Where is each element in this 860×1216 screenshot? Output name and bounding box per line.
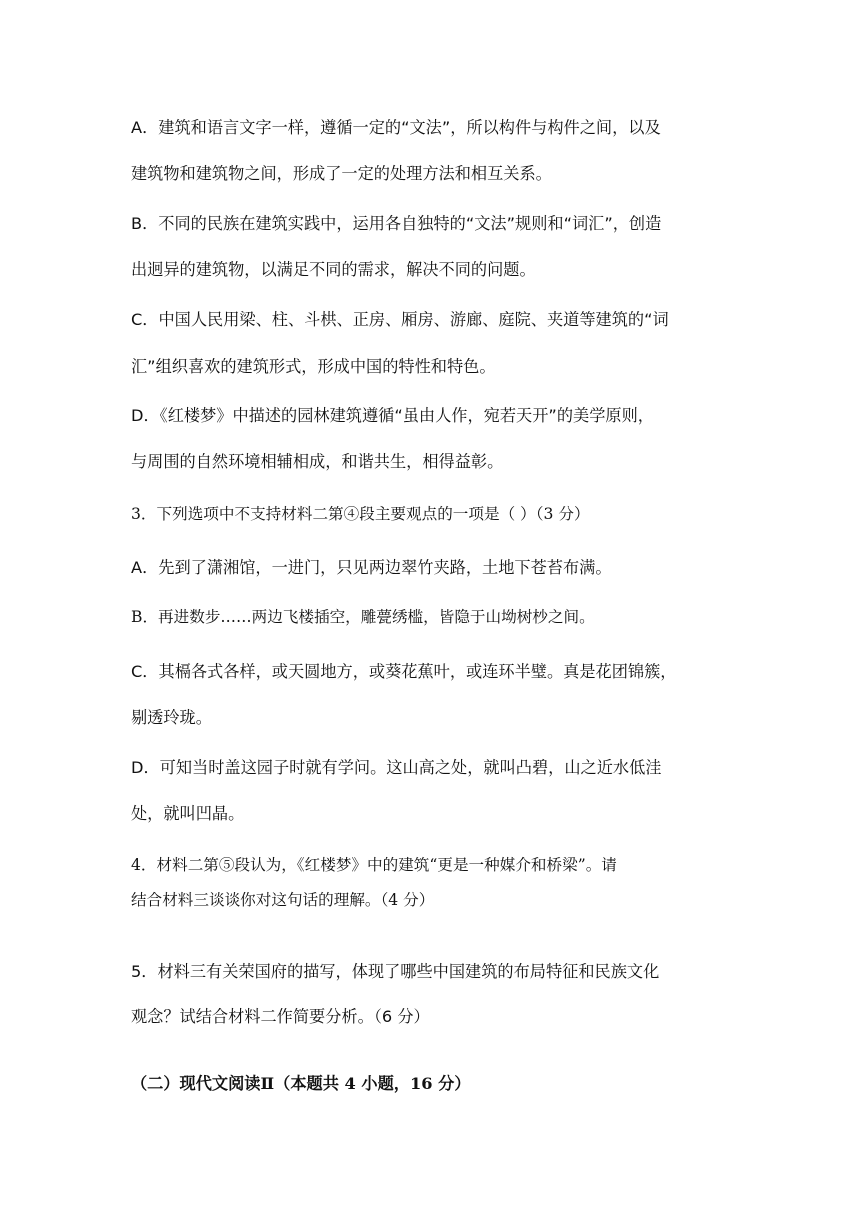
option-b-line-2: 出迥异的建筑物，以满足不同的需求，解决不同的问题。 [131, 260, 536, 279]
q3-option-d-line-1: D．可知当时盖这园子时就有学问。这山高之处，就叫凸碧，山之近水低洼 [131, 758, 662, 777]
option-d-line-1: D．《红楼梦》中描述的园林建筑遵循“虽由人作，宛若天开”的美学原则， [131, 406, 654, 425]
question-5-line-2: 观念？试结合材料二作简要分析。（6 分） [131, 1007, 430, 1026]
q3-option-d-line-2: 处，就叫凹晶。 [131, 804, 245, 823]
option-a-line-1: A．建筑和语言文字一样，遵循一定的“文法”，所以构件与构件之间，以及 [131, 118, 661, 137]
option-d-line-2: 与周围的自然环境相辅相成，和谐共生，相得益彰。 [131, 452, 504, 471]
q3-option-c-line-2: 剔透玲珑。 [131, 708, 212, 727]
q3-option-a: A．先到了潇湘馆，一进门，只见两边翠竹夹路，土地下苍苔布满。 [131, 558, 612, 577]
option-c-line-2: 汇”组织喜欢的建筑形式，形成中国的特性和特色。 [131, 357, 496, 376]
option-c-line-1: C．中国人民用梁、柱、斗栱、正房、厢房、游廊、庭院、夹道等建筑的“词 [131, 310, 669, 329]
option-b-line-1: B．不同的民族在建筑实践中，运用各自独特的“文法”规则和“词汇”，创造 [131, 214, 662, 233]
q3-option-c-line-1: C．其槅各式各样，或天圆地方，或葵花蕉叶，或连环半璧。真是花团锦簇， [131, 662, 677, 681]
question-3-stem: 3．下列选项中不支持材料二第④段主要观点的一项是（ ）（3 分） [131, 505, 590, 523]
section-heading: （二）现代文阅读Ⅱ（本题共 4 小题，16 分） [131, 1074, 471, 1093]
q3-option-b: B．再进数步……两边飞楼插空，雕甍绣槛，皆隐于山坳树杪之间。 [131, 608, 595, 626]
question-4-line-2: 结合材料三谈谈你对这句话的理解。（4 分） [131, 891, 435, 909]
question-5-line-1: 5．材料三有关荣国府的描写，体现了哪些中国建筑的布局特征和民族文化 [131, 962, 660, 981]
question-4-line-1: 4．材料二第⑤段认为，《红楼梦》中的建筑“更是一种媒介和桥梁”。请 [131, 856, 617, 874]
option-a-line-2: 建筑物和建筑物之间，形成了一定的处理方法和相互关系。 [131, 164, 552, 183]
